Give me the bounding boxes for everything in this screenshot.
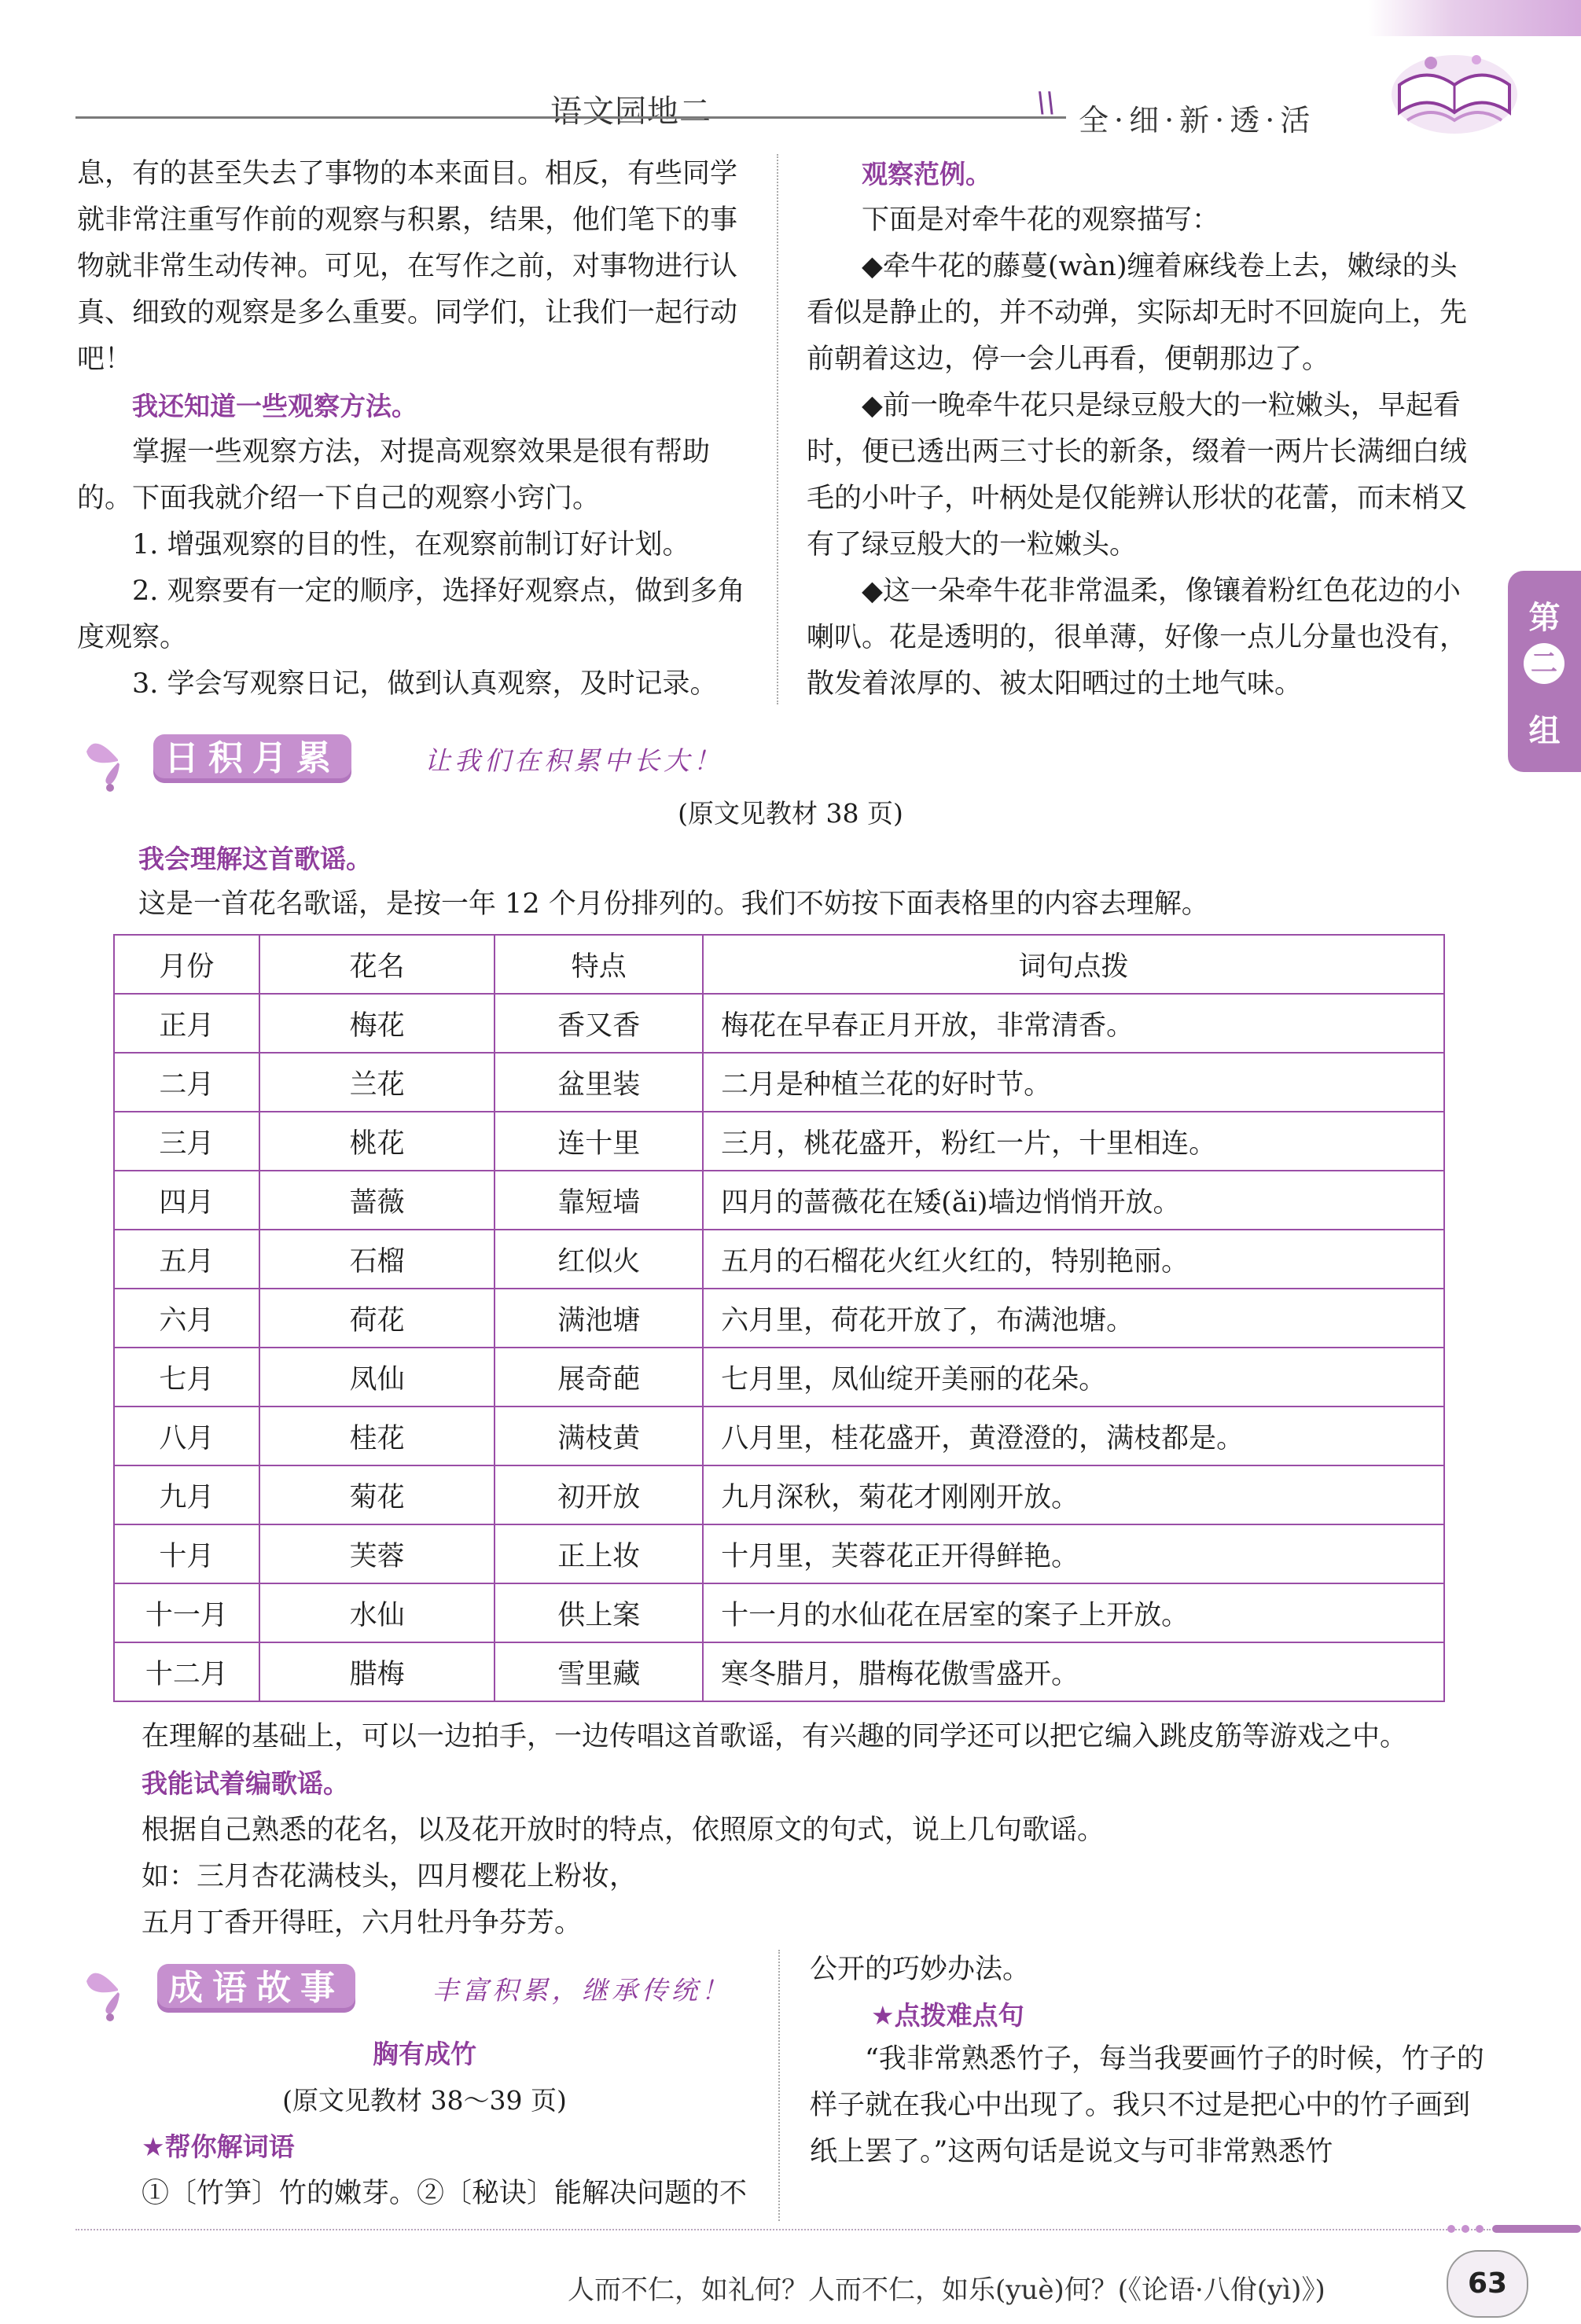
table-cell-tip: 八月里，桂花盛开，黄澄澄的，满枝都是。: [703, 1407, 1444, 1465]
table-cell-tip: 四月的蔷薇花在矮(ǎi)墙边悄悄开放。: [703, 1171, 1444, 1230]
table-cell-tip: 七月里，凤仙绽开美丽的花朵。: [703, 1348, 1444, 1407]
header-motto: 全·细·新·透·活: [1079, 103, 1316, 138]
table-cell-month: 八月: [114, 1407, 259, 1465]
accumulate-tag: 日积月累: [153, 734, 351, 783]
table-cell-feature: 展奇葩: [495, 1348, 703, 1407]
side-tab-line2: 组: [1528, 712, 1561, 749]
method-item-3: 3. 学会写观察日记，做到认真观察，及时记录。: [132, 668, 718, 700]
table-row: [114, 1053, 1444, 1112]
table-row: [114, 1348, 1444, 1407]
side-tab-number: 二: [1524, 643, 1564, 684]
table-cell-flower: 桂花: [259, 1407, 495, 1465]
idiom-title: 胸有成竹: [373, 2039, 476, 2069]
table-header-feature: 特点: [495, 935, 703, 994]
table-row: [114, 1407, 1444, 1465]
after-table-text: 在理解的基础上，可以一边拍手，一边传唱这首歌谣，有兴趣的同学还可以把它编入跳皮筋等游戏之中。: [142, 1721, 1408, 1752]
table-cell-tip: 六月里，荷花开放了，布满池塘。: [703, 1289, 1444, 1348]
table-header-row: [114, 935, 1444, 994]
page-number: 63: [1447, 2250, 1528, 2318]
table-cell-flower: 水仙: [259, 1583, 495, 1642]
table-cell-month: 十月: [114, 1524, 259, 1583]
table-cell-month: 十一月: [114, 1583, 259, 1642]
left-column-top: [77, 151, 745, 708]
table-cell-tip: 梅花在早春正月开放，非常清香。: [703, 994, 1444, 1053]
header-slash-mark: \\: [1036, 86, 1056, 119]
table-cell-month: 九月: [114, 1465, 259, 1524]
idiom-tag: 成语故事: [157, 1964, 355, 2013]
table-header-tips: 词句点拨: [703, 935, 1444, 994]
difficult-sentence-text: [810, 2036, 1486, 2175]
table-cell-month: 三月: [114, 1112, 259, 1171]
table-header-month: 月份: [114, 935, 259, 994]
method-item-1: 1. 增强观察的目的性，在观察前制订好计划。: [132, 529, 690, 561]
table-cell-feature: 盆里装: [495, 1053, 703, 1112]
top-ribbon: [1368, 0, 1581, 36]
table-cell-flower: 桃花: [259, 1112, 495, 1171]
example-heading: 观察范例。: [862, 159, 991, 189]
example-item-3: ◆这一朵牵牛花非常温柔，像镶着粉红色花边的小喇叭。花是透明的，很单薄，好像一点儿分量也没有，散发着浓厚的、被太阳晒过的土地气味。: [807, 575, 1468, 700]
method-item-2: 2. 观察要有一定的顺序，选择好观察点，做到多角度观察。: [77, 575, 745, 653]
table-cell-feature: 香又香: [495, 994, 703, 1053]
table-row: [114, 1289, 1444, 1348]
vocab-continued-line: 公开的巧妙办法。: [810, 1954, 1031, 1985]
footer-rule: [75, 2229, 1491, 2230]
header-rule: [75, 116, 1066, 119]
table-cell-flower: 凤仙: [259, 1348, 495, 1407]
table-row: [114, 1583, 1444, 1642]
side-tab-line1: 第: [1528, 599, 1561, 636]
vocab-line: ①〔竹笋〕竹的嫩芽。②〔秘诀〕能解决问题的不: [142, 2178, 748, 2209]
page-header-title: 语文园地二: [550, 94, 711, 130]
table-cell-flower: 梅花: [259, 994, 495, 1053]
table-cell-tip: 寒冬腊月，腊梅花傲雪盛开。: [703, 1642, 1444, 1701]
table-cell-month: 四月: [114, 1171, 259, 1230]
table-cell-flower: 兰花: [259, 1053, 495, 1112]
table-cell-month: 十二月: [114, 1642, 259, 1701]
accumulate-source: (原文见教材 38 页): [678, 798, 903, 829]
column-divider-bottom: [778, 1950, 780, 2221]
table-cell-tip: 三月，桃花盛开，粉红一片，十里相连。: [703, 1112, 1444, 1171]
example-intro: 下面是对牵牛花的观察描写：: [862, 204, 1220, 236]
example-item-1: ◆牵牛花的藤蔓(wàn)缠着麻线卷上去，嫩绿的头看似是静止的，并不动弹，实际却无时不回旋向上，先前朝着这边，停一会儿再看，便朝那边了。: [807, 251, 1468, 375]
table-row: [114, 1112, 1444, 1171]
table-row: [114, 1230, 1444, 1289]
table-row: [114, 1642, 1444, 1701]
difficult-sentence-heading: ★点拨难点句: [871, 2000, 1024, 2031]
table-cell-tip: 五月的石榴花火红火红的，特别艳丽。: [703, 1230, 1444, 1289]
butterfly-icon: [79, 1958, 157, 2022]
compose-heading: 我能试着编歌谣。: [142, 1768, 349, 1799]
table-cell-month: 正月: [114, 994, 259, 1053]
table-cell-month: 五月: [114, 1230, 259, 1289]
idiom-source: (原文见教材 38～39 页): [282, 2085, 567, 2116]
chapter-side-tab: [1508, 571, 1581, 772]
table-cell-feature: 红似火: [495, 1230, 703, 1289]
table-cell-feature: 满枝黄: [495, 1407, 703, 1465]
accumulate-banner: [79, 728, 786, 792]
table-row: [114, 1524, 1444, 1583]
table-cell-flower: 蔷薇: [259, 1171, 495, 1230]
table-cell-tip: 二月是种植兰花的好时节。: [703, 1053, 1444, 1112]
table-cell-feature: 靠短墙: [495, 1171, 703, 1230]
table-cell-tip: 九月深秋，菊花才刚刚开放。: [703, 1465, 1444, 1524]
table-cell-month: 二月: [114, 1053, 259, 1112]
table-cell-feature: 供上案: [495, 1583, 703, 1642]
table-row: [114, 1465, 1444, 1524]
accumulate-intro: 这是一首花名歌谣，是按一年 12 个月份排列的。我们不妨按下面表格里的内容去理解。: [138, 888, 1209, 920]
table-cell-flower: 菊花: [259, 1465, 495, 1524]
table-cell-flower: 荷花: [259, 1289, 495, 1348]
table-cell-feature: 连十里: [495, 1112, 703, 1171]
difficult-sentence-paragraph: “我非常熟悉竹子，每当我要画竹子的时候，竹子的样子就在我心中出现了。我只不过是把心中的竹子画到纸上罢了。”这两句话是说文与可非常熟悉竹: [810, 2043, 1484, 2168]
table-cell-feature: 初开放: [495, 1465, 703, 1524]
footer-dots-decoration: [1445, 2223, 1581, 2235]
right-column-top: [807, 151, 1479, 708]
compose-intro: 根据自己熟悉的花名，以及花开放时的特点，依照原文的句式，说上几句歌谣。: [142, 1815, 1105, 1846]
methods-intro: 掌握一些观察方法，对提高观察效果是很有帮助的。下面我就介绍一下自己的观察小窍门。: [77, 436, 711, 514]
accumulate-heading: 我会理解这首歌谣。: [138, 844, 372, 874]
footer-quote: 人而不仁，如礼何？人而不仁，如乐(yuè)何？(《论语·八佾(yì)》): [568, 2274, 1325, 2306]
compose-example-line-2: 五月丁香开得旺，六月牡丹争芬芳。: [142, 1907, 583, 1939]
table-cell-tip: 十一月的水仙花在居室的案子上开放。: [703, 1583, 1444, 1642]
compose-example-line-1: 如：三月杏花满枝头，四月樱花上粉妆，: [142, 1861, 638, 1892]
column-divider-top: [777, 154, 778, 704]
table-cell-feature: 雪里藏: [495, 1642, 703, 1701]
idiom-slogan: 丰富积累，继承传统！: [432, 1975, 731, 2006]
table-cell-flower: 石榴: [259, 1230, 495, 1289]
butterfly-icon: [79, 728, 157, 792]
table-cell-feature: 满池塘: [495, 1289, 703, 1348]
accumulate-slogan: 让我们在积累中长大！: [425, 745, 723, 776]
table-cell-tip: 十月里，芙蓉花正开得鲜艳。: [703, 1524, 1444, 1583]
table-row: [114, 1171, 1444, 1230]
table-row: [114, 994, 1444, 1053]
flower-song-table: [113, 934, 1445, 1702]
table-cell-feature: 正上妆: [495, 1524, 703, 1583]
table-cell-month: 六月: [114, 1289, 259, 1348]
open-book-icon: [1384, 38, 1525, 140]
table-header-flower: 花名: [259, 935, 495, 994]
table-cell-flower: 芙蓉: [259, 1524, 495, 1583]
idiom-banner: [79, 1958, 770, 2022]
example-item-2: ◆前一晚牵牛花只是绿豆般大的一粒嫩头，早起看时，便已透出两三寸长的新条，缀着一两片长满细白绒毛的小叶子，叶柄处是仅能辨认形状的花蕾，而末梢又有了绿豆般大的一粒嫩头。: [807, 390, 1468, 561]
continued-paragraph: 息，有的甚至失去了事物的本来面目。相反，有些同学就非常注重写作前的观察与积累，结果，他们笔下的事物就非常生动传神。可见，在写作之前，对事物进行认真、细致的观察是多么重要。同学们，让我们一起行动吧！: [77, 158, 738, 375]
table-cell-flower: 腊梅: [259, 1642, 495, 1701]
table-cell-month: 七月: [114, 1348, 259, 1407]
vocab-heading: ★帮你解词语: [142, 2131, 295, 2162]
methods-heading: 我还知道一些观察方法。: [132, 391, 417, 421]
